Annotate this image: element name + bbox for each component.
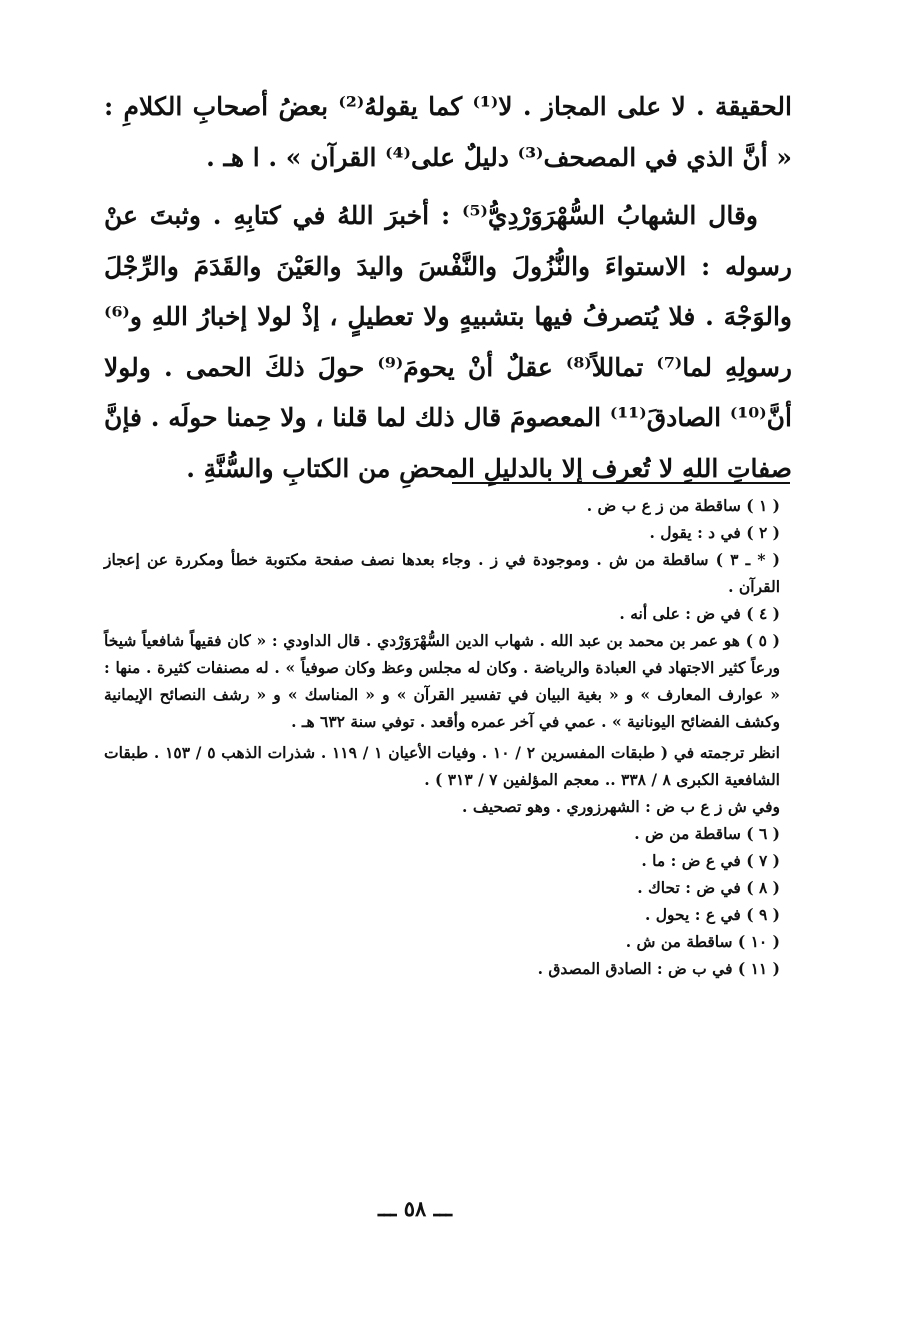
main-paragraph-1: الحقيقة . لا على المجاز . لا⁽¹⁾ كما يقولهُ⁽²⁾ بعضُ أصحابِ الكلامِ : « أنَّ الذي في المصحف⁽³⁾ دليلٌ على⁽⁴⁾ القرآن » . ا هـ . [104, 92, 792, 172]
footnote-11: ( ١١ ) في ب ض : الصادق المصدق . [537, 959, 780, 978]
footnotes [104, 492, 792, 982]
footnote-5: ( ٥ ) هو عمر بن محمد بن عبد الله . شهاب الدين السُّهْرَوَرْدي . قال الداودي : « كان فقيهاً شافعياً شيخاً ورعاً كثير الاجتهاد في العبادة والرياضة . وكان له مجلس وعظ وكان صوفياً » . له مصنفات كثيرة . منها : « عوارف المعارف » و « بغية البيان في تفسير القرآن » و « المناسك » و « رشف النصائح الإيمانية وكشف الفضائح اليونانية » . عمي في آخر عمره وأقعد . توفي سنة ٦٣٢ هـ . [104, 631, 780, 731]
main-text [104, 82, 792, 494]
footnote-7: ( ٧ ) في ع ض : ما . [641, 851, 780, 870]
footnote-separator [452, 482, 790, 484]
footnote-6: ( ٦ ) ساقطة من ض . [634, 824, 780, 843]
footnote-10: ( ١٠ ) ساقطة من ش . [625, 932, 780, 951]
footnote-9: ( ٩ ) في ع : يحول . [644, 905, 780, 924]
footnote-5-sources: انظر ترجمته في ( طبقات المفسرين ٢ / ١٠ . وفيات الأعيان ١ / ١١٩ . شذرات الذهب ٥ / ١٥٣ . طبقات الشافعية الكبرى ٨ / ٣٣٨ .. معجم المؤلفين ٧ / ٣١٣ ) . [104, 743, 780, 789]
footnote-8: ( ٨ ) في ض : تحاك . [637, 878, 780, 897]
main-paragraph-2: وقال الشهابُ السُّهْرَوَرْدِيُّ⁽⁵⁾ : أخبرَ اللهُ في كتابِهِ . وثبتَ عنْ رسوله : الاستواءَ والنُّزُولَ والنَّفْسَ واليدَ والعَيْنَ والقَدَمَ والرِّجْلَ والوَجْهَ . فلا يُتصرفُ فيها بتشبيهٍ ولا تعطيلٍ ، إذْ لولا إخبارُ اللهِ و⁽⁶⁾ رسولِهِ لما⁽⁷⁾ تماللاً⁽⁸⁾ عقلٌ أنْ يحومَ⁽⁹⁾ حولَ ذلكَ الحمى . ولولا أنَّ⁽¹⁰⁾ الصادقَ⁽¹¹⁾ المعصومَ قال ذلك لما قلنا ، ولا حِمنا حولَه . فإنَّ صفاتِ اللهِ لا تُعرف إلا بالدليلِ المحضِ من الكتابِ والسُّنَّةِ . [104, 201, 792, 483]
footnote-1: ( ١ ) ساقطة من ز ع ب ض . [586, 496, 780, 515]
footnote-5-variant: وفي ش ز ع ب ض : الشهرزوري . وهو تصحيف . [462, 797, 780, 816]
footnote-4: ( ٤ ) في ض : على أنه . [619, 604, 780, 623]
footnote-2: ( ٢ ) في د : يقول . [649, 523, 780, 542]
page-number: ـــ ٥٨ ـــ [377, 1196, 453, 1221]
footnote-3: ( * ـ ٣ ) ساقطة من ش . وموجودة في ز . وجاء بعدها نصف صفحة مكتوبة خطأ ومكررة عن إعجاز القرآن . [104, 550, 780, 596]
